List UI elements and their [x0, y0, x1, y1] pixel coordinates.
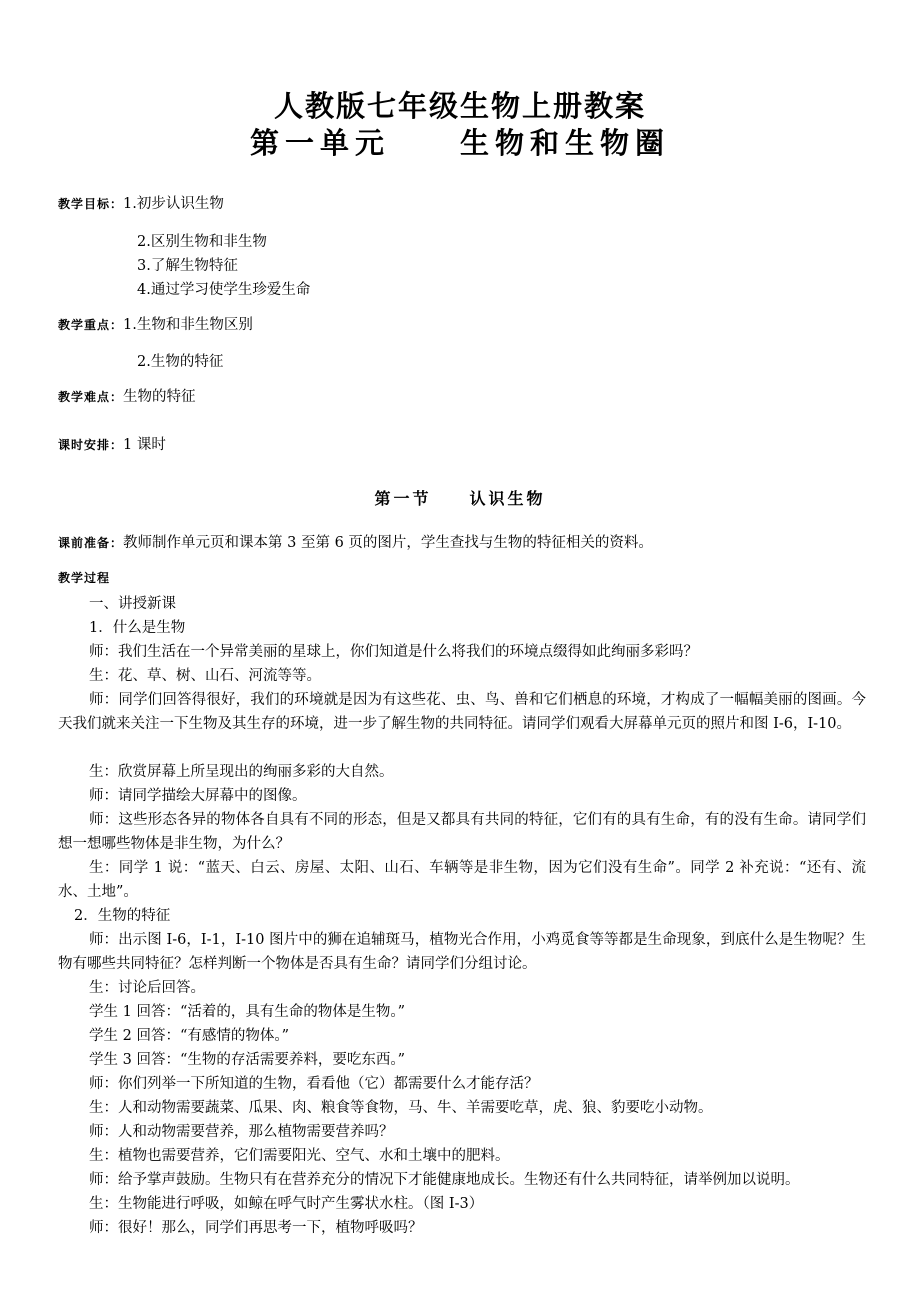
body-paragraph: 师：出示图 I-6，I-1，I-10 图片中的狮在追辅斑马，植物光合作用，小鸡觅食等等都是生命现象，到底什么是生物呢？生物有哪些共同特征？怎样判断一个物体是否具有生命？请同学们分组讨论。: [58, 932, 866, 972]
section-title: 第一节 认识生物: [374, 489, 546, 508]
difficulty-text: 生物的特征: [123, 389, 196, 405]
body-paragraph: 生：欣赏屏幕上所呈现出的绚丽多彩的大自然。: [89, 764, 394, 780]
body-paragraph: 学生 1 回答：“活着的，具有生命的物体是生物。”: [89, 1004, 406, 1020]
key-points-label: 教学重点：: [58, 318, 124, 332]
body-paragraph: 2．生物的特征: [74, 908, 171, 924]
preparation-row: [58, 533, 653, 553]
key-points-row-1: [58, 315, 253, 335]
unit-title: 第一单元 生物和生物圈: [249, 126, 670, 160]
body-paragraph: 师：人和动物需要营养，那么植物需要营养吗？: [89, 1124, 394, 1140]
schedule-label: 课时安排：: [58, 438, 124, 452]
body-paragraph: 师：给予掌声鼓励。生物只有在营养充分的情况下才能健康地成长。生物还有什么共同特征，请举例加以说明。: [89, 1172, 800, 1188]
body-paragraph: 生：花、草、树、山石、河流等等。: [89, 668, 321, 684]
body-paragraph: 学生 2 回答：“有感情的物体。”: [89, 1028, 290, 1044]
key-point-item: 2.生物的特征: [137, 354, 224, 370]
objective-item: 3.了解生物特征: [137, 258, 238, 274]
document-title: 人教版七年级生物上册教案: [273, 89, 646, 123]
key-point-item: 1.生物和非生物区别: [123, 317, 253, 333]
body-paragraph: 师：很好！那么，同学们再思考一下，植物呼吸吗？: [89, 1220, 423, 1236]
body-paragraph: 师：你们列举一下所知道的生物，看看他（它）都需要什么才能存活？: [89, 1076, 539, 1092]
body-paragraph: 师：请同学描绘大屏幕中的图像。: [89, 788, 307, 804]
objective-item: 2.区别生物和非生物: [137, 234, 267, 250]
body-paragraph: 学生 3 回答：“生物的存活需要养料，要吃东西。”: [89, 1052, 406, 1068]
objectives-row-1: [58, 194, 224, 214]
objectives-label: 教学目标：: [58, 197, 124, 211]
body-paragraph: 1．什么是生物: [89, 620, 186, 636]
body-paragraph: 生：同学 1 说：“蓝天、白云、房屋、太阳、山石、车辆等是非生物，因为它们没有生命”。同学 2 补充说：“还有、流水、土地”。: [58, 860, 866, 900]
objective-item: 1.初步认识生物: [123, 196, 224, 212]
difficulty-label: 教学难点：: [58, 390, 124, 404]
difficulty-row: [58, 387, 196, 407]
preparation-text: 教师制作单元页和课本第 3 至第 6 页的图片，学生查找与生物的特征相关的资料。: [123, 535, 653, 551]
body-paragraph: 师：这些形态各异的物体各自具有不同的形态，但是又都具有共同的特征，它们有的具有生命，有的没有生命。请同学们想一想哪些物体是非生物，为什么？: [58, 812, 866, 852]
body-paragraph: 一、讲授新课: [89, 596, 176, 612]
schedule-text: 1 课时: [123, 437, 166, 453]
process-label: 教学过程: [58, 571, 111, 585]
body-paragraph: 生：植物也需要营养，它们需要阳光、空气、水和土壤中的肥料。: [89, 1148, 510, 1164]
preparation-label: 课前准备：: [58, 536, 124, 550]
body-paragraph: 生：讨论后回答。: [89, 980, 205, 996]
body-paragraph: 师：我们生活在一个异常美丽的星球上，你们知道是什么将我们的环境点缀得如此绚丽多彩吗？: [89, 644, 698, 660]
schedule-row: [58, 435, 166, 455]
body-paragraph: 师：同学们回答得很好，我们的环境就是因为有这些花、虫、鸟、兽和它们栖息的环境，才构成了一幅幅美丽的图画。今天我们就来关注一下生物及其生存的环境，进一步了解生物的共同特征。请同学们观看大屏幕单元页的照片和图 I-6，I-10。: [58, 692, 866, 732]
body-paragraph: 生：生物能进行呼吸，如鲸在呼气时产生雾状水柱。（图 I-3）: [89, 1196, 484, 1212]
objective-item: 4.通过学习使学生珍爱生命: [137, 282, 311, 298]
body-paragraph: 生：人和动物需要蔬菜、瓜果、肉、粮食等食物，马、牛、羊需要吃草，虎、狼、豹要吃小动物。: [89, 1100, 713, 1116]
